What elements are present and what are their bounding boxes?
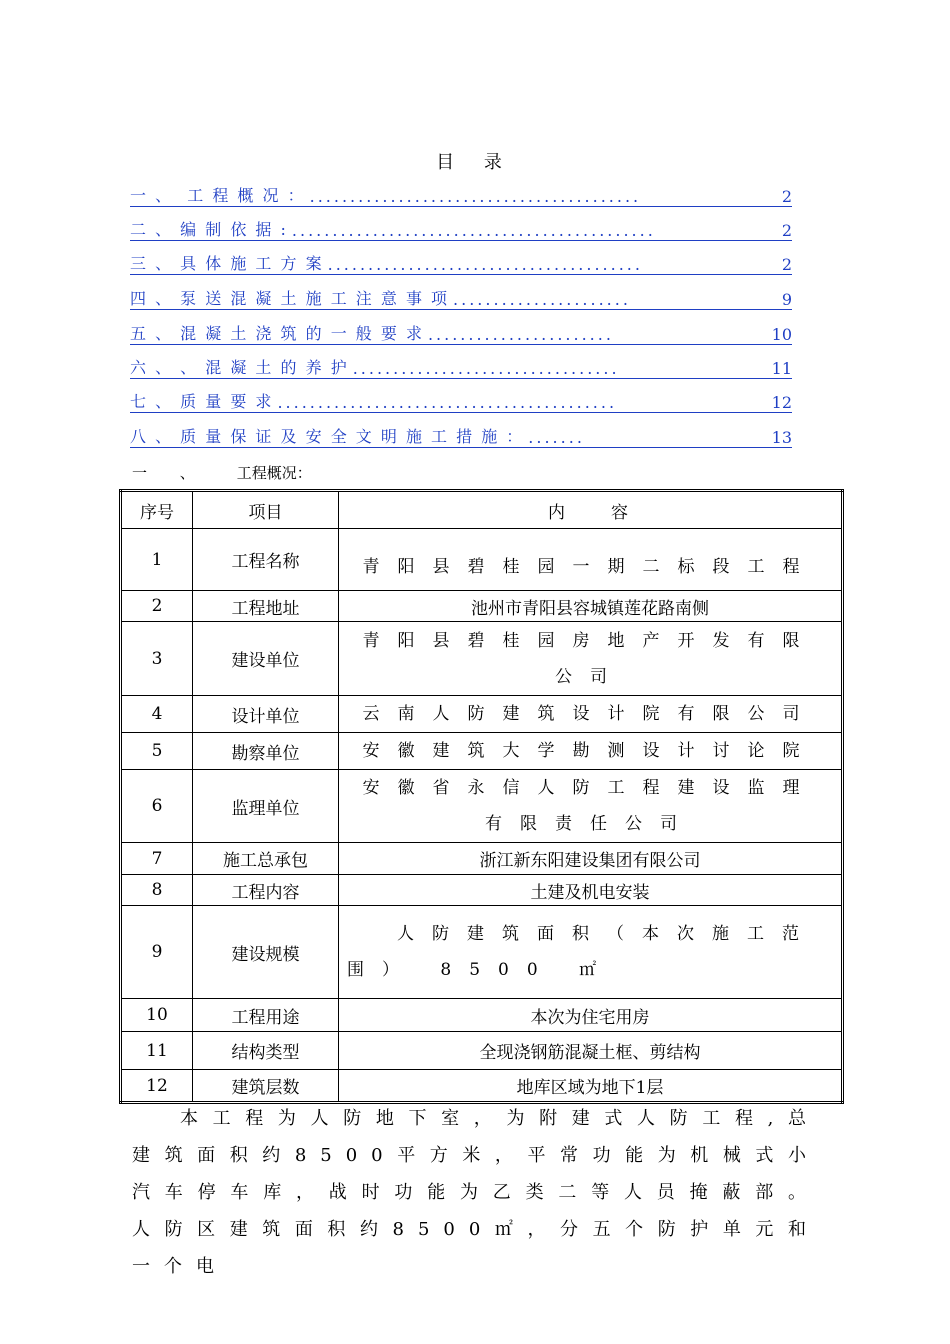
section-number: 一 、: [132, 464, 209, 482]
row-item: 建设规模: [193, 906, 339, 999]
row-item: 施工总承包: [193, 843, 339, 875]
row-content: 全现浇钢筋混凝土框、剪结构: [339, 1032, 843, 1070]
toc-title: 目 录: [436, 152, 514, 173]
toc-item-label: 五 、 混 凝 土 浇 筑 的 一 般 要 求: [130, 324, 424, 343]
toc-page-number: 2: [781, 221, 792, 240]
table-row: [121, 999, 843, 1032]
body-paragraph: 本工程为人防地下室，为附建式人防工程,总建筑面积约8500平方米，平常功能为机械式小汽车停车库，战时功能为乙类二等人员掩蔽部。人防区建筑面积约8500㎡，分五个防护单元和一个电: [132, 1108, 820, 1277]
row-no: 6: [121, 770, 193, 843]
row-no: 4: [121, 696, 193, 733]
toc-item-3[interactable]: [130, 252, 792, 275]
row-no: 1: [121, 529, 193, 591]
table-header-row: [121, 491, 843, 529]
toc-page-number: 11: [771, 359, 792, 378]
table-row: [121, 529, 843, 591]
row-item: 工程内容: [193, 875, 339, 906]
row-content: 云南人防建筑设计院有限公司: [339, 696, 843, 733]
toc-leader: .............................................: [291, 221, 656, 240]
row-content: 安徽省永信人防工程建设监理有限责任公司: [339, 770, 843, 843]
toc-leader: ......................: [453, 290, 631, 309]
table-row: [121, 622, 843, 696]
row-item: 工程名称: [193, 529, 339, 591]
header-no: 序号: [121, 491, 193, 529]
row-item: 设计单位: [193, 696, 339, 733]
row-item: 工程地址: [193, 591, 339, 622]
toc-leader: .......................: [427, 325, 614, 344]
row-content: 池州市青阳县容城镇莲花路南侧: [339, 591, 843, 622]
row-item: 建筑层数: [193, 1070, 339, 1103]
toc-item-6[interactable]: [130, 356, 792, 379]
row-no: 12: [121, 1070, 193, 1103]
toc-item-label: 八 、 质 量 保 证 及 安 全 文 明 施 工 措 施 ：: [130, 427, 525, 446]
row-no: 9: [121, 906, 193, 999]
toc-page-number: 2: [781, 187, 792, 206]
row-item: 工程用途: [193, 999, 339, 1032]
table-row: [121, 1070, 843, 1103]
toc-leader: .................................: [352, 359, 620, 378]
toc-item-label: 四 、 泵 送 混 凝 土 施 工 注 意 事 项: [130, 289, 450, 308]
toc-item-4[interactable]: [130, 287, 792, 310]
row-item: 勘察单位: [193, 733, 339, 770]
row-no: 10: [121, 999, 193, 1032]
row-content: 安徽建筑大学勘测设计讨论院: [339, 733, 843, 770]
toc-leader: .........................................: [309, 187, 642, 206]
row-content: 浙江新东阳建设集团有限公司: [339, 843, 843, 875]
table-row: [121, 843, 843, 875]
row-no: 11: [121, 1032, 193, 1070]
table-row: [121, 1032, 843, 1070]
toc-item-5[interactable]: [130, 322, 792, 345]
table-row: [121, 733, 843, 770]
section-title: 工程概况：: [236, 464, 312, 482]
row-content: 青阳县碧桂园一期二标段工程: [339, 529, 843, 591]
row-no: 3: [121, 622, 193, 696]
header-item: 项目: [193, 491, 339, 529]
table-row: [121, 875, 843, 906]
row-content: 人防建筑面积（本次施工范围） 8500 ㎡: [339, 906, 843, 999]
row-item: 结构类型: [193, 1032, 339, 1070]
row-item: 监理单位: [193, 770, 339, 843]
toc-item-label: 二 、 编 制 依 据 :: [130, 220, 288, 239]
table-row: [121, 591, 843, 622]
toc-page-number: 2: [781, 255, 792, 274]
toc-item-label: 六 、 、 混 凝 土 的 养 护: [130, 358, 349, 377]
toc-page-number: 13: [771, 428, 792, 447]
row-item: 建设单位: [193, 622, 339, 696]
section-heading: [132, 462, 312, 483]
row-no: 7: [121, 843, 193, 875]
toc-leader: .......................................: [327, 255, 643, 274]
table-row: [121, 906, 843, 999]
toc-leader: .......: [528, 428, 585, 447]
toc-item-label: 一 、 工 程 概 况 ：: [130, 186, 306, 205]
toc-item-8[interactable]: [130, 425, 792, 448]
row-no: 2: [121, 591, 193, 622]
toc-page-number: 9: [781, 290, 792, 309]
row-content: 本次为住宅用房: [339, 999, 843, 1032]
row-no: 8: [121, 875, 193, 906]
toc-page-number: 10: [771, 325, 792, 344]
toc-item-2[interactable]: [130, 218, 792, 241]
row-content: 青阳县碧桂园房地产开发有限公司: [339, 622, 843, 696]
header-content: 内 容: [339, 491, 843, 529]
toc-page-number: 12: [771, 393, 792, 412]
table-row: [121, 770, 843, 843]
toc-item-label: 三 、 具 体 施 工 方 案: [130, 254, 324, 273]
row-content: 地库区域为地下1层: [339, 1070, 843, 1103]
table-row: [121, 696, 843, 733]
toc-item-1[interactable]: [130, 184, 792, 207]
toc-item-label: 七 、 质 量 要 求: [130, 392, 274, 411]
toc-item-7[interactable]: [130, 390, 792, 413]
toc-leader: ..........................................: [277, 393, 618, 412]
row-no: 5: [121, 733, 193, 770]
project-info-table: [119, 489, 844, 1104]
row-content: 土建及机电安装: [339, 875, 843, 906]
